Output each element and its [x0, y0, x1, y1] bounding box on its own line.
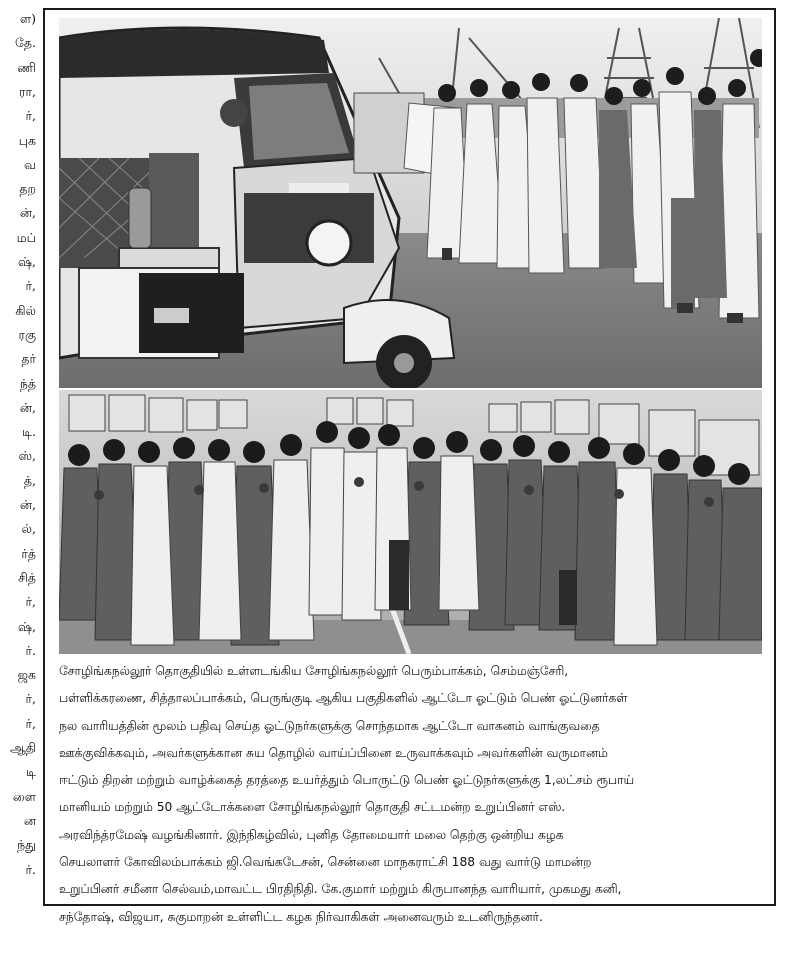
adjacent-text-fragment: ன்,: [19, 205, 36, 221]
adjacent-text-fragment: வ: [24, 156, 36, 172]
adjacent-text-fragment: த்,: [23, 472, 36, 488]
adjacent-text-fragment: ஸ்,: [18, 448, 36, 464]
article-caption: [59, 658, 765, 931]
adjacent-text-fragment: சித்: [18, 569, 36, 585]
adjacent-text-fragment: ர்,: [25, 278, 36, 294]
adjacent-text-fragment: மப்: [16, 229, 36, 245]
adjacent-text-fragment: டி.: [22, 424, 36, 440]
adjacent-text-fragment: ஜக: [17, 667, 36, 683]
caption-line: நல வாரியத்தின் மூலம் பதிவு செய்த ஓட்டுநர்களுக்கு சொந்தமாக ஆட்டோ வாகனம் வாங்குவதை: [59, 718, 600, 733]
adjacent-text-fragment: தே.: [15, 35, 36, 51]
adjacent-text-fragment: ர்,: [25, 594, 36, 610]
adjacent-text-fragment: ர்,: [25, 108, 36, 124]
adjacent-text-fragment: ர்.: [25, 861, 36, 877]
adjacent-text-fragment: தற: [19, 181, 36, 197]
auto-rickshaw-ceremony-photo: [59, 18, 762, 388]
adjacent-text-fragment: ர்,: [25, 715, 36, 731]
news-article-box: [43, 8, 776, 924]
adjacent-text-fragment: ன: [23, 812, 36, 828]
caption-line: அரவிந்த்ரமேஷ் வழங்கினார். இந்நிகழ்வில், புனித தோமையார் மலை தெற்கு ஒன்றிய கழக: [59, 827, 564, 842]
adjacent-text-fragment: ளை: [12, 788, 36, 804]
adjacent-text-fragment: ரா,: [19, 83, 36, 99]
adjacent-text-fragment: ர்.: [25, 642, 36, 658]
adjacent-text-fragment: ரகு: [18, 326, 36, 342]
caption-line: பள்ளிக்கரணை, சித்தாலப்பாக்கம், பெருங்குடி ஆகிய பகுதிகளில் ஆட்டோ ஓட்டும் பெண் ஓட்டுனர்கள்: [59, 691, 628, 706]
caption-line: ஈட்டும் திறன் மற்றும் வாழ்க்கைத் தரத்தை உயர்த்தும் பொருட்டு பெண் ஓட்டுநர்களுக்கு 1,லட்சம் ரூபாய்: [59, 773, 634, 788]
adjacent-text-fragment: ஷ்,: [18, 254, 36, 269]
adjacent-text-fragment: ந்த்: [19, 375, 36, 391]
adjacent-text-fragment: டி: [26, 764, 36, 780]
adjacent-text-fragment: ர்,: [25, 691, 36, 707]
caption-line: உறுப்பினர் சமீனா செல்வம்,மாவட்ட பிரதிநிதி. கே.குமார் மற்றும் கிருபானந்த வாரியார், முகமது கனி,: [59, 882, 622, 897]
women-drivers-group-photo: [59, 390, 762, 654]
adjacent-text-fragment: ர்த்: [21, 545, 36, 561]
caption-line: சோழிங்கநல்லூர் தொகுதியில் உள்ளடங்கிய சோழிங்கநல்லூர் பெரும்பாக்கம், செம்மஞ்சேரி,: [59, 664, 569, 678]
caption-line: சந்தோஷ், விஜயா, சுகுமாறன் உள்ளிட்ட கழக நிர்வாகிகள் அனைவரும் உடனிருந்தனர்.: [59, 909, 543, 924]
adjacent-text-fragment: ன்,: [19, 497, 36, 512]
adjacent-text-fragment: ணி: [17, 59, 36, 75]
adjacent-text-fragment: ல்,: [21, 521, 36, 537]
adjacent-text-fragment: ள): [19, 11, 36, 26]
caption-line: ஊக்குவிக்கவும், அவர்களுக்கான சுய தொழில் வாய்ப்பினை உருவாக்கவும் அவர்களின் வருமானம்: [59, 745, 608, 760]
adjacent-text-fragment: ஆதி: [9, 740, 36, 755]
adjacent-text-fragment: ஷ்,: [18, 618, 36, 634]
adjacent-text-fragment: ன்,: [19, 399, 36, 415]
caption-line: மானியம் மற்றும் 50 ஆட்டோக்களை சோழிங்கநல்லூர் தொகுதி சட்டமன்ற உறுப்பினர் எஸ்.: [59, 800, 566, 815]
adjacent-text-fragment: ந்து: [17, 837, 36, 853]
adjacent-text-fragment: கில்: [15, 302, 36, 318]
adjacent-article-column: [0, 6, 38, 886]
adjacent-text-fragment: புக: [18, 132, 36, 148]
caption-line: செயலாளர் கோவிலம்பாக்கம் ஜி.வெங்கடேசன், சென்னை மாநகராட்சி 188 வது வார்டு மாமன்ற: [59, 855, 592, 870]
adjacent-text-fragment: தர்: [21, 351, 36, 367]
